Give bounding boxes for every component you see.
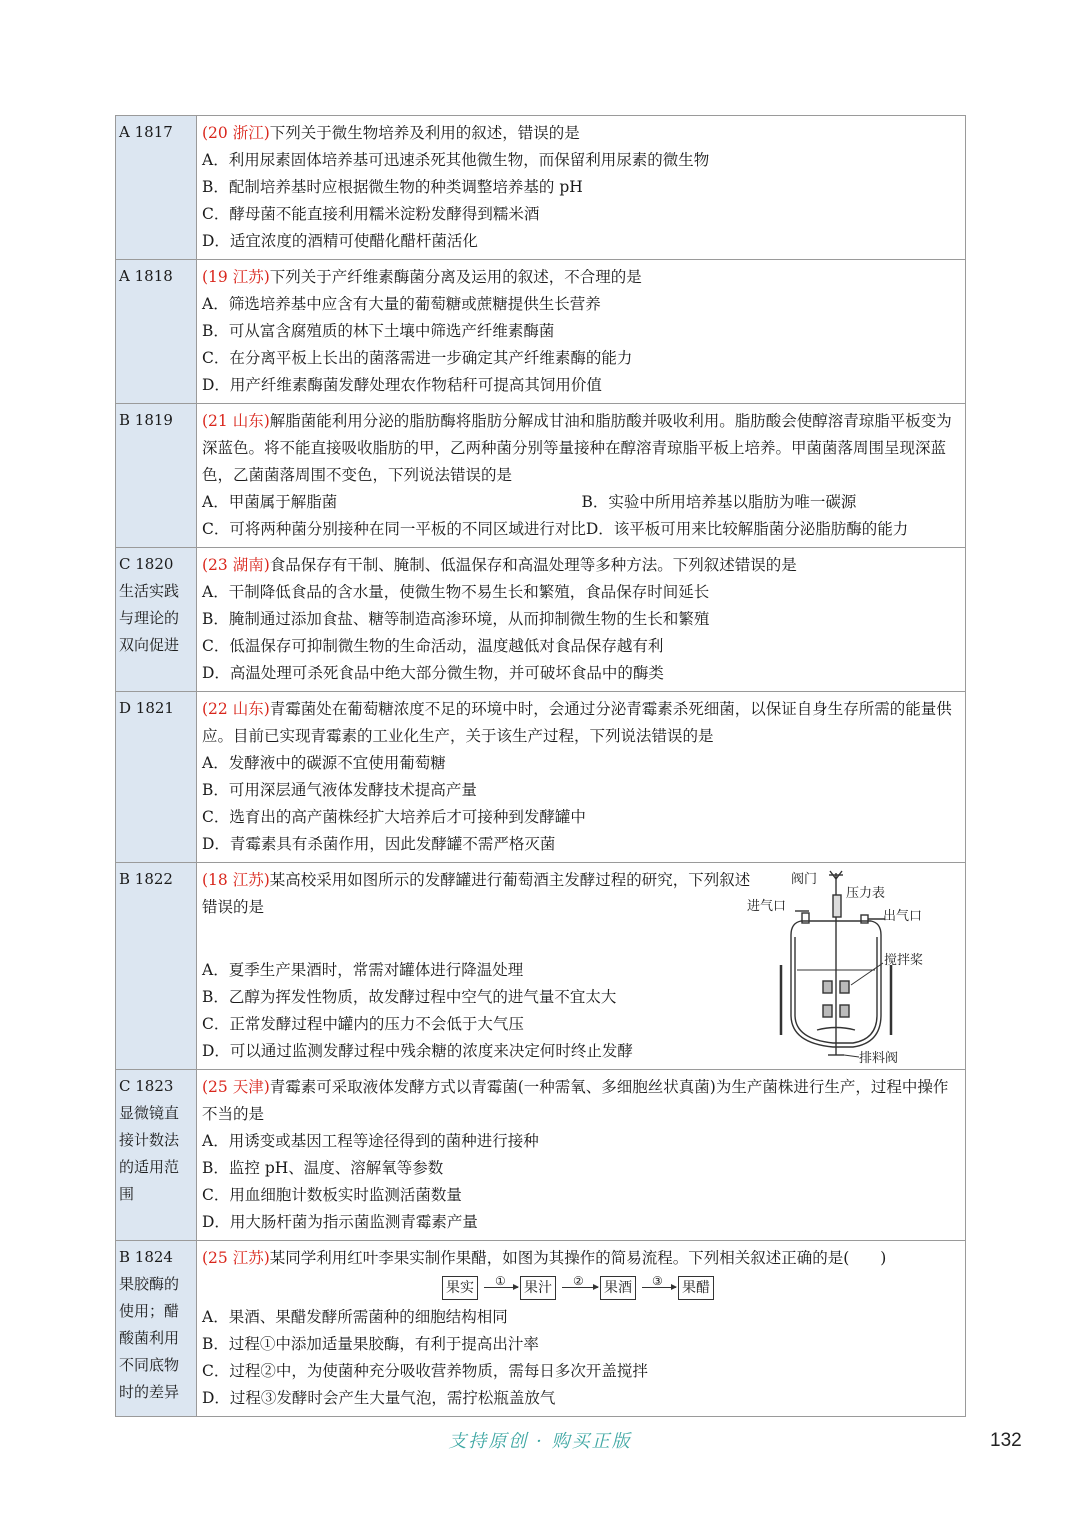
answer-id: B 1819 (119, 411, 173, 429)
answer-id: B 1822 (119, 870, 173, 888)
flow-step: 果实 (442, 1276, 478, 1300)
question-row (116, 692, 966, 863)
option: B．可从富含腐殖质的林下土壤中筛选产纤维素酶菌 (202, 322, 555, 340)
source-tag: (22 山东) (202, 700, 270, 718)
option: C．在分离平板上长出的菌落需进一步确定其产纤维素酶的能力 (202, 349, 633, 367)
option: C．可将两种菌分别接种在同一平板的不同区域进行对比 (202, 520, 586, 538)
option: B．配制培养基时应根据微生物的种类调整培养基的 pH (202, 178, 583, 196)
option: C．酵母菌不能直接利用糯米淀粉发酵得到糯米酒 (202, 205, 540, 223)
answer-cell (116, 404, 197, 548)
source-tag: (23 湖南) (202, 556, 270, 574)
option: A．发酵液中的碳源不宜使用葡萄糖 (202, 754, 446, 772)
answer-cell (116, 1241, 197, 1417)
answer-id: D 1821 (119, 699, 174, 717)
answer-cell (116, 116, 197, 260)
source-tag: (18 江苏) (202, 871, 270, 889)
answer-note: 果胶酶的使用；醋酸菌利用不同底物时的差异 (119, 1275, 180, 1401)
process-flow (442, 1274, 732, 1302)
option: B．监控 pH、温度、溶解氧等参数 (202, 1159, 444, 1177)
source-tag: (25 江苏) (202, 1249, 270, 1267)
answer-note: 生活实践与理论的双向促进 (119, 582, 180, 654)
gauge-label: 压力表 (846, 886, 886, 901)
answer-cell (116, 692, 197, 863)
stirrer-label: 搅拌桨 (884, 953, 924, 968)
flow-step: 果汁 (520, 1276, 556, 1300)
question-cell (197, 1241, 966, 1417)
option: D．用产纤维素酶菌发酵处理农作物秸秆可提高其饲用价值 (202, 376, 602, 394)
answer-cell (116, 1070, 197, 1241)
option: C．正常发酵过程中罐内的压力不会低于大气压 (202, 1015, 524, 1033)
option: A．果酒、果醋发酵所需菌种的细胞结构相同 (202, 1308, 508, 1326)
option: D．可以通过监测发酵过程中残余糖的浓度来决定何时终止发酵 (202, 1042, 633, 1060)
question-stem: (20 浙江)下列关于微生物培养及利用的叙述，错误的是 (202, 124, 580, 142)
answer-id: B 1824 (119, 1248, 173, 1266)
option: A．夏季生产果酒时，常需对罐体进行降温处理 (202, 961, 524, 979)
option: D．适宜浓度的酒精可使醋化醋杆菌活化 (202, 232, 478, 250)
question-stem: (25 天津)青霉素可采取液体发酵方式以青霉菌(一种需氧、多细胞丝状真菌)为生产菌株进行生产，过程中操作不当的是 (202, 1078, 949, 1123)
option: D．青霉素具有杀菌作用，因此发酵罐不需严格灭菌 (202, 835, 556, 853)
question-stem: (23 湖南)食品保存有干制、腌制、低温保存和高温处理等多种方法。下列叙述错误的是 (202, 556, 797, 574)
option: C．过程②中，为使菌种充分吸收营养物质，需每日多次开盖搅拌 (202, 1362, 648, 1380)
option: A．利用尿素固体培养基可迅速杀死其他微生物，而保留利用尿素的微生物 (202, 151, 710, 169)
source-tag: (19 江苏) (202, 268, 270, 286)
option: B．腌制通过添加食盐、糖等制造高渗环境，从而抑制微生物的生长和繁殖 (202, 610, 710, 628)
answer-cell (116, 548, 197, 692)
question-row (116, 1241, 966, 1417)
option: D．用大肠杆菌为指示菌监测青霉素产量 (202, 1213, 478, 1231)
flow-step: 果醋 (678, 1276, 714, 1300)
option: C．选育出的高产菌株经扩大培养后才可接种到发酵罐中 (202, 808, 586, 826)
inlet-label: 进气口 (747, 899, 787, 914)
question-row (116, 116, 966, 260)
option: B．乙醇为挥发性物质，故发酵过程中空气的进气量不宜太大 (202, 988, 617, 1006)
question-cell (197, 548, 966, 692)
question-cell (197, 692, 966, 863)
question-stem: (21 山东)解脂菌能利用分泌的脂肪酶将脂肪分解成甘油和脂肪酸并吸收利用。脂肪酸会使醇溶青琼脂平板变为深蓝色。将不能直接吸收脂肪的甲，乙两种菌分别等量接种在醇溶青琼脂平板上培养。甲菌菌落周围呈现深蓝色，乙菌菌落周围不变色，下列说法错误的是 (202, 412, 952, 484)
option: B．可用深层通气液体发酵技术提高产量 (202, 781, 477, 799)
question-row (116, 1070, 966, 1241)
option: C．低温保存可抑制微生物的生命活动，温度越低对食品保存越有利 (202, 637, 664, 655)
option: D．该平板可用来比较解脂菌分泌脂肪酶的能力 (585, 520, 909, 538)
footer-slogan: 支持原创 · 购买正版 (448, 1431, 632, 1452)
source-tag: (25 天津) (202, 1078, 270, 1096)
answer-cell (116, 863, 197, 1070)
question-row (116, 404, 966, 548)
question-stem: (25 江苏)某同学利用红叶李果实制作果醋，如图为其操作的简易流程。下列相关叙述正确的是( ) (202, 1249, 887, 1267)
question-cell (197, 404, 966, 548)
fermenter-diagram (747, 865, 963, 1066)
answer-id: A 1817 (119, 123, 173, 141)
question-table (115, 115, 966, 1417)
question-cell (197, 260, 966, 404)
question-stem: (18 江苏)某高校采用如图所示的发酵罐进行葡萄酒主发酵过程的研究，下列叙述错误的是 (202, 871, 751, 916)
source-tag: (21 山东) (202, 412, 270, 430)
option: A．用诱变或基因工程等途径得到的菌种进行接种 (202, 1132, 539, 1150)
option: D．过程③发酵时会产生大量气泡，需拧松瓶盖放气 (202, 1389, 556, 1407)
answer-note: 显微镜直接计数法的适用范围 (119, 1104, 180, 1203)
source-tag: (20 浙江) (202, 124, 270, 142)
flow-mark: ③ (652, 1274, 663, 1288)
drain-label: 排料阀 (859, 1051, 899, 1066)
question-row (116, 548, 966, 692)
answer-id: A 1818 (119, 267, 173, 285)
question-stem: (19 江苏)下列关于产纤维素酶菌分离及运用的叙述，不合理的是 (202, 268, 642, 286)
option: D．高温处理可杀死食品中绝大部分微生物，并可破坏食品中的酶类 (202, 664, 664, 682)
option: B．实验中所用培养基以脂肪为唯一碳源 (581, 493, 857, 511)
question-cell (197, 863, 966, 1070)
outlet-label: 出气口 (883, 909, 923, 924)
answer-id: C 1820 (119, 555, 174, 573)
flow-mark: ② (573, 1274, 584, 1288)
answer-id: C 1823 (119, 1077, 174, 1095)
option: A．干制降低食品的含水量，使微生物不易生长和繁殖，食品保存时间延长 (202, 583, 710, 601)
option: A．筛选培养基中应含有大量的葡萄糖或蔗糖提供生长营养 (202, 295, 601, 313)
valve-label: 阀门 (791, 872, 818, 887)
flow-step: 果酒 (600, 1276, 636, 1300)
answer-cell (116, 260, 197, 404)
question-row (116, 260, 966, 404)
page-number: 132 (990, 1430, 1022, 1451)
option: B．过程①中添加适量果胶酶，有利于提高出汁率 (202, 1335, 539, 1353)
question-row (116, 863, 966, 1070)
option: C．用血细胞计数板实时监测活菌数量 (202, 1186, 462, 1204)
question-cell (197, 1070, 966, 1241)
question-stem: (22 山东)青霉菌处在葡萄糖浓度不足的环境中时，会通过分泌青霉素杀死细菌，以保证自身生存所需的能量供应。目前已实现青霉素的工业化生产，关于该生产过程，下列说法错误的是 (202, 700, 952, 745)
question-cell (197, 116, 966, 260)
option: A．甲菌属于解脂菌 (202, 493, 338, 511)
flow-mark: ① (495, 1274, 506, 1288)
